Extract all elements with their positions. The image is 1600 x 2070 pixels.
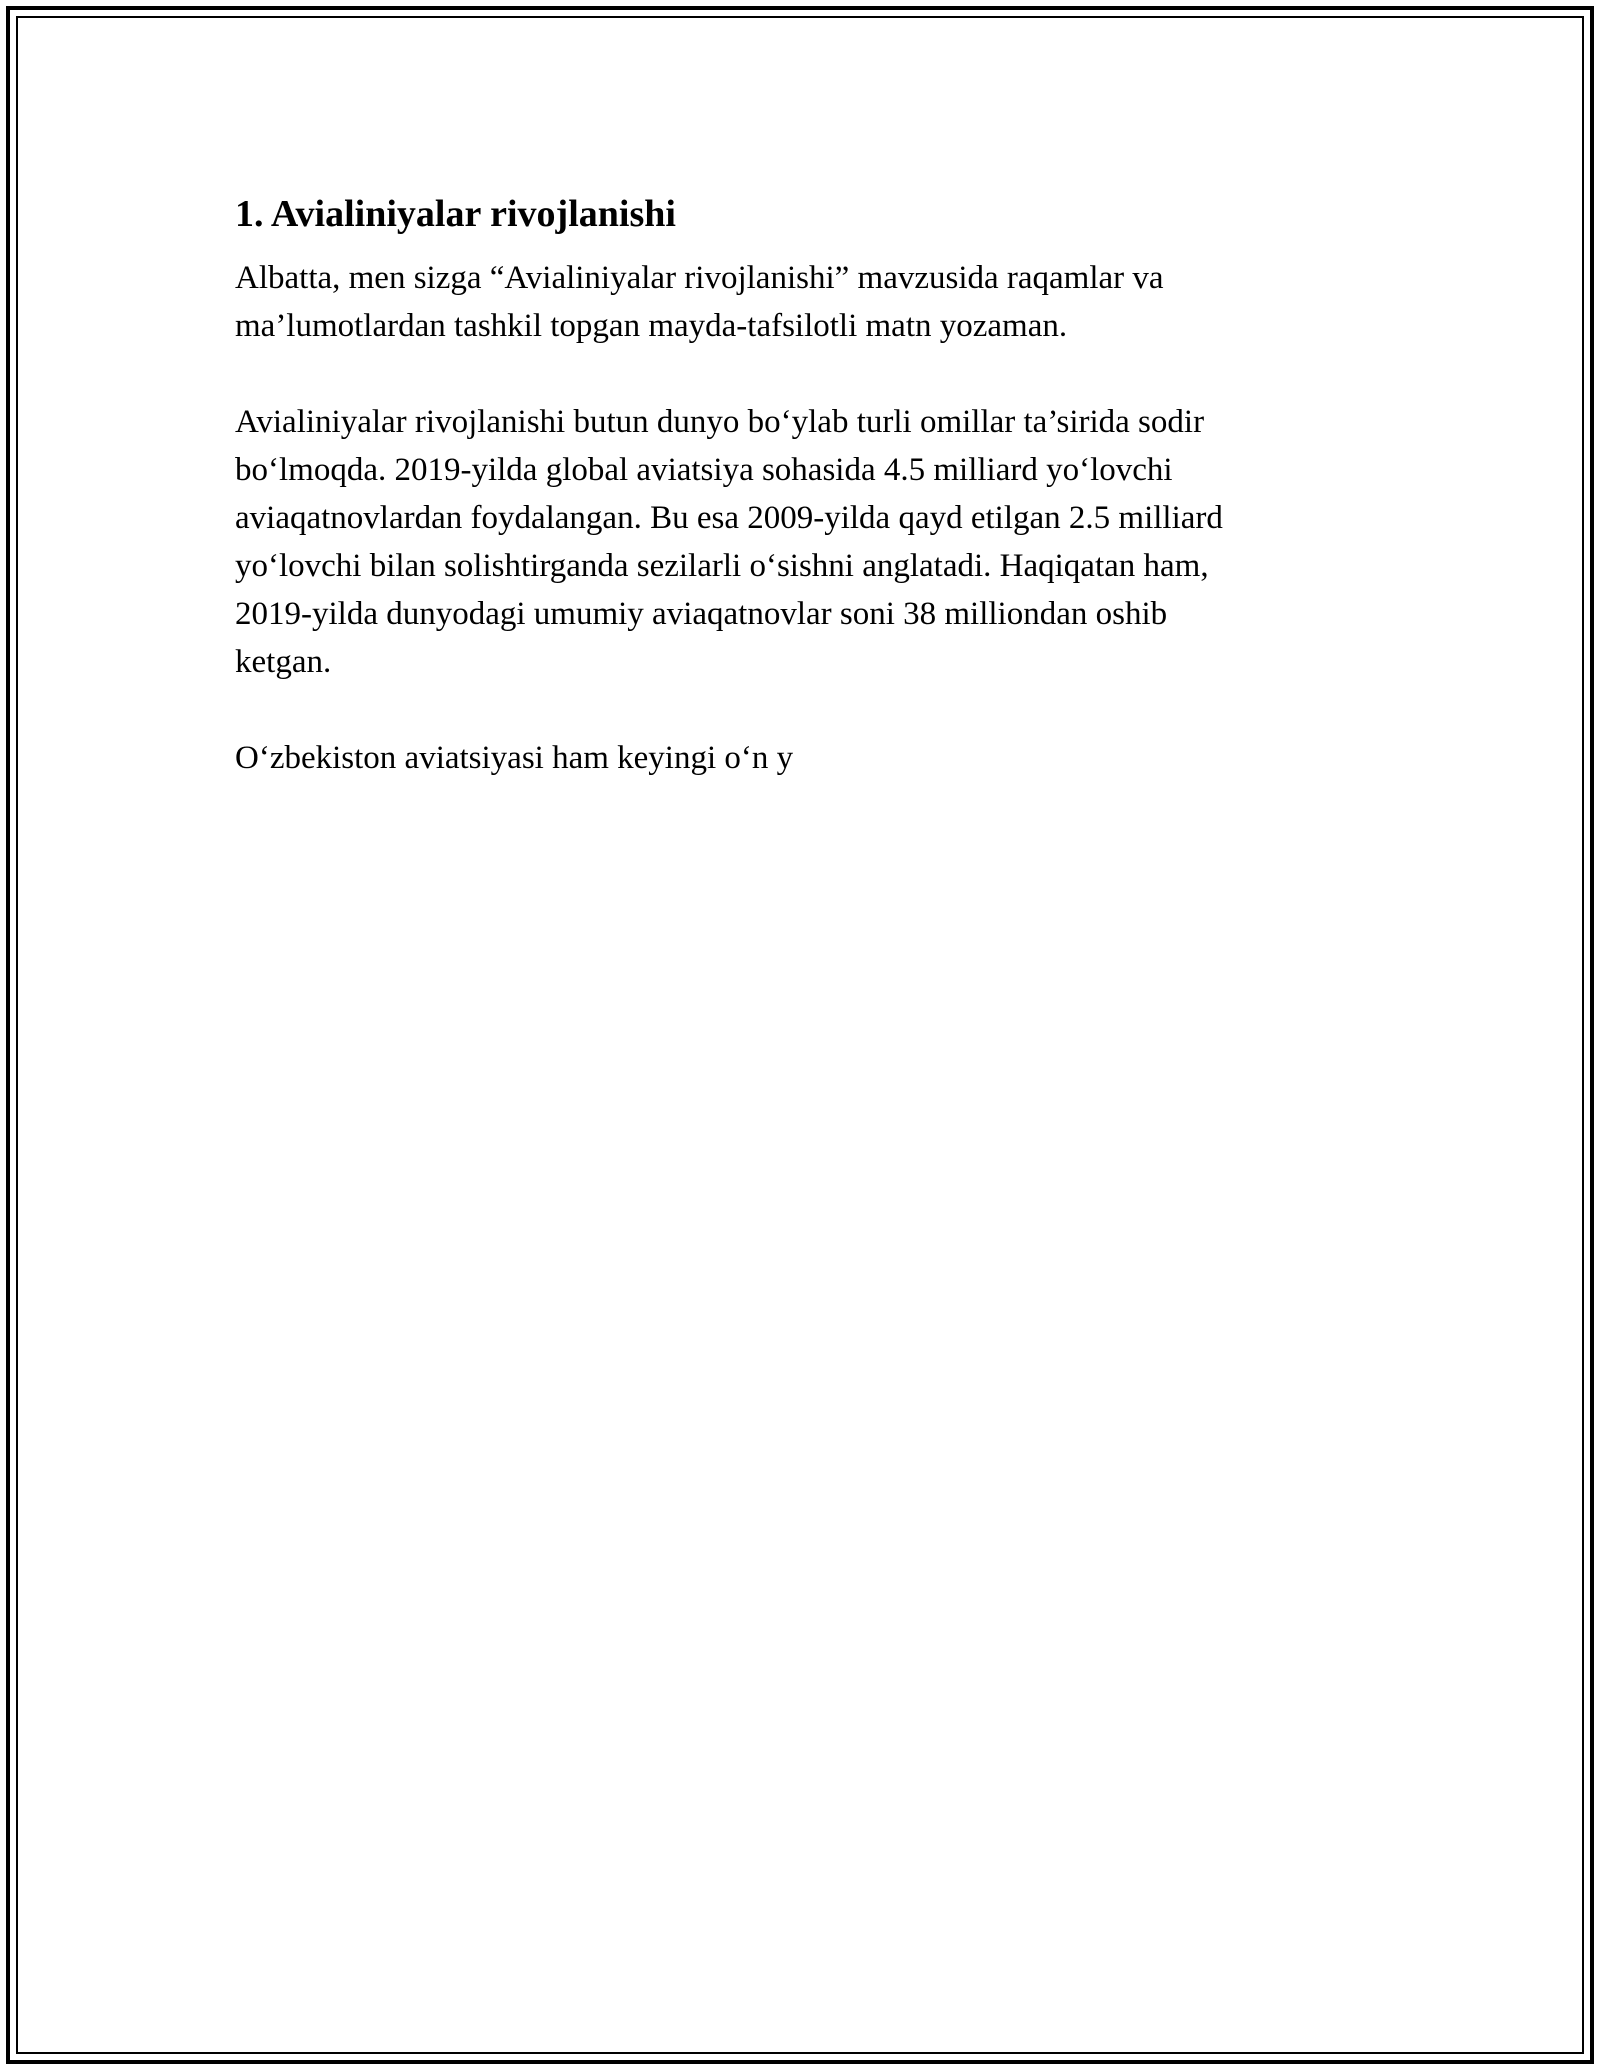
paragraph-statistics <box>235 398 1365 686</box>
paragraph-intro <box>235 254 1365 350</box>
section-title: 1. Avialiniyalar rivojlanishi <box>235 193 676 235</box>
paragraph-uzbekistan <box>235 734 1365 782</box>
text-line: Albatta, men sizga “Avialiniyalar rivojlanishi” mavzusida raqamlar va <box>235 260 1164 296</box>
text-line: Avialiniyalar rivojlanishi butun dunyo bo‘ylab turli omillar ta’sirida sodir <box>235 404 1205 440</box>
text-line: bo‘lmoqda. 2019-yilda global aviatsiya sohasida 4.5 milliard yo‘lovchi <box>235 452 1173 488</box>
text-line: ma’lumotlardan tashkil topgan mayda-tafsilotli matn yozaman. <box>235 308 1068 344</box>
document-body <box>235 190 1365 830</box>
text-line: 2019-yilda dunyodagi umumiy aviaqatnovlar soni 38 milliondan oshib <box>235 596 1168 632</box>
text-line: ketgan. <box>235 644 332 680</box>
text-line: O‘zbekiston aviatsiyasi ham keyingi o‘n y <box>235 740 794 776</box>
text-line: aviaqatnovlardan foydalangan. Bu esa 2009-yilda qayd etilgan 2.5 milliard <box>235 500 1223 536</box>
text-line: yo‘lovchi bilan solishtirganda sezilarli o‘sishni anglatadi. Haqiqatan ham, <box>235 548 1209 584</box>
